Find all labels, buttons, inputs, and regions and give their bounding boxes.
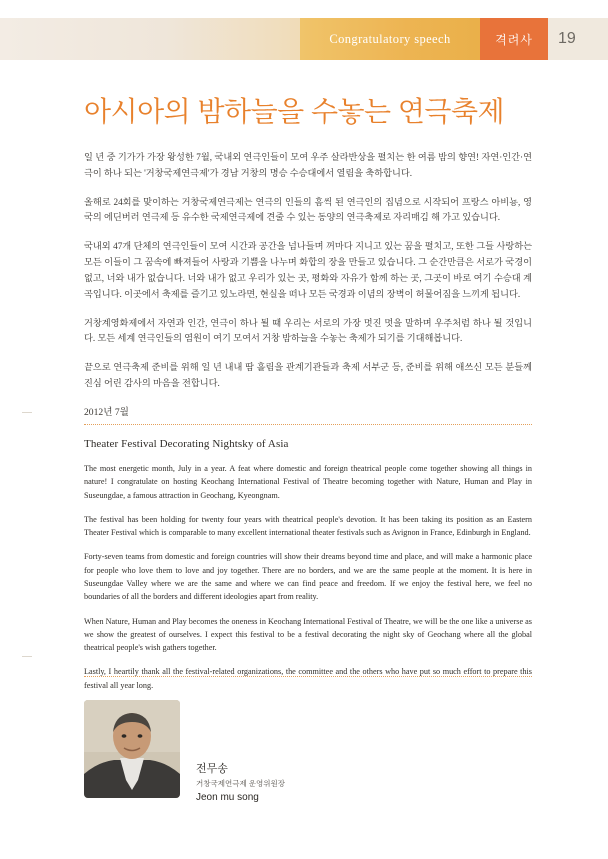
header-congratulatory-label-box [300, 18, 480, 60]
korean-paragraph: 올해로 24회를 맞이하는 거창국제연극제는 연극의 인들의 흠씩 된 연극인의 집념으로 시작되어 프랑스 아비뇽, 영국의 에딘버러 연극제 등 유수한 국제연극제에 견줄 수 있는 동양의 연극축제로 자리매김 해 가고 있습니다. [84, 196, 532, 223]
page-title: 아시아의 밤하늘을 수놓는 연극축제 [84, 96, 505, 127]
korean-paragraph: 일 년 중 기가가 가장 왕성한 7월, 국내외 연극인들이 모여 우주 살라반상을 펼치는 한 여름 밤의 향연! 자연·인간·연극이 하나 되는 '거창국제연극제'가 경남 거창의 명승 수승대에서 열림을 축하합니다. [84, 152, 532, 178]
english-block [84, 438, 532, 727]
signature-name-kr: 전무송 [196, 763, 228, 775]
header-congratulatory-label: Congratulatory speech [329, 31, 451, 46]
page-header-band [0, 18, 608, 60]
header-band-left-gradient [0, 18, 300, 60]
portrait-illustration [84, 700, 180, 798]
page-number-box [548, 18, 608, 60]
english-paragraph: When Nature, Human and Play becomes the oneness in Keochang International Festival of Theatre, we will be the one like a universe as we show the greatest of ourselves. I expect this festival to be a festival decorating the night sky of Geochang where all the global theatrical people's wish gathers together. [84, 616, 532, 653]
english-paragraph: The festival has been holding for twenty four years with theatrical people's devotion. It has been taking its position as an Eastern Theater Festival which is comparable to many excellent international theater festivals such as Avignon in France, Edinburgh in England. [84, 514, 532, 538]
english-paragraph: Forty-seven teams from domestic and foreign countries will show their dreams beyond time and place, and will make a harmonic place for people who love them to love and joy together. There are no borders, and we are the same people at the moment. It is here in Suseungdae Valley where we are the same and where we can find peace and freedom. If we enjoy the festival here, we feel no boundaries of all the borders and different ideologies apart from reality. [84, 552, 532, 602]
english-paragraph: The most energetic month, July in a year. A feat where domestic and foreign theatrical people come together showing all things in nature! I congratulate on hosting Keochang International Festival of Theatre becoming together with Nature, Human and Play in Suseungdae, a famous attraction in Geochang, Kyeongnam. [84, 464, 532, 500]
english-paragraph: Lastly, I heartily thank all the festival-related organizations, the committee and the others who have put so much effort to prepare this festival all year long. [84, 667, 532, 690]
signature-area [84, 700, 532, 820]
header-accent-label: 격려사 [495, 32, 533, 47]
english-body [84, 462, 532, 716]
divider-top [84, 424, 532, 425]
korean-date: 2012년 7월 [84, 406, 129, 418]
korean-paragraph: 거창계영화제에서 자연과 인간, 연극이 하나 될 때 우리는 서로의 가장 멋진 멋을 말하며 우주처럼 하나 될 것입니다. 모든 세계 연극인들의 염원이 여기 모여서 거창 밤하늘을 수놓는 축제가 되기를 기대해봅니다. [84, 317, 532, 344]
page-number: 19 [558, 30, 576, 47]
english-title: Theater Festival Decorating Nightsky of Asia [84, 438, 289, 450]
header-accent-box [480, 18, 548, 60]
signature-role-kr: 거창국제연극제 운영위원장 [196, 779, 286, 788]
korean-paragraph: 국내외 47개 단체의 연극인들이 모여 시간과 공간을 넘나들며 꺼마다 지니고 있는 꿈을 펼치고, 또한 그들 사랑하는 모든 이들이 그 꿈속에 빠져들어 사랑과 기쁨을 나누며 화합의 장을 만들고 있습니다. 그 순간만큼은 서로가 국경이 없고, 너와 내가 없습니다. 너와 내가 없고 우리가 있는 곳, 평화와 자유가 함께 하는 곳, 그곳이 바로 여기 수승대 계곡입니다. 이곳에서 축제를 즐기고 있노라면, 현실을 떠나 모든 국경과 이념의 장벽이 허물어짐을 느끼게 됩니다. [84, 241, 532, 299]
korean-body [84, 150, 532, 421]
korean-paragraph: 끝으로 연극축제 준비를 위해 일 년 내내 땀 흘림을 관계기관들과 축제 서부군 등, 준비를 위해 애쓰신 모든 분들께 진심 어린 감사의 마음을 전합니다. [84, 362, 532, 389]
portrait-photo [84, 700, 180, 798]
page-edge-mark [22, 656, 32, 657]
signature-name-en: Jeon mu song [196, 792, 259, 803]
signature-text [196, 760, 285, 803]
page-edge-mark [22, 412, 32, 413]
